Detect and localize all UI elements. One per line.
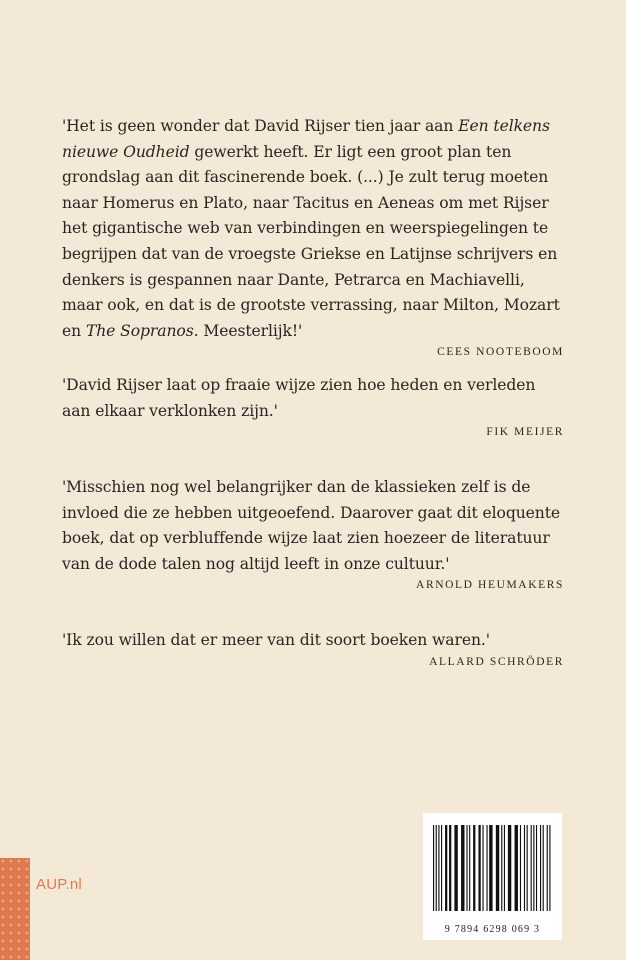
barcode-bar [527,825,528,911]
isbn-number: 9 7894 6298 069 3 [444,924,541,935]
barcode-bar [438,825,439,911]
barcode-bar [549,825,550,911]
quote-text: 'Misschien nog wel belangrijker dan de klassieken zelf is de invloed die ze hebben uitgeoefend. Daarover gaat dit eloquente boek, dat op verbluffende wijze laat zien hoezeer de literatuur van de dode talen nog altijd leeft in onze cultuur.' [62,478,561,573]
barcode-bar [441,825,442,911]
barcode-bar [536,825,537,911]
barcode-bar [486,825,487,911]
quote-author: ARNOLD HEUMAKERS [416,579,564,592]
quote-author: ALLARD SCHRÖDER [429,655,564,668]
quote-text: 'David Rijser laat op fraaie wijze zien hoe heden en verleden aan elkaar verklonken zijn.' [62,376,536,420]
barcode-bar [482,825,483,911]
barcode-bar [473,825,475,911]
barcode-bar [524,825,525,911]
barcode-bar [520,825,521,911]
barcode-bar [489,825,492,911]
publisher-website: AUP.nl [36,876,82,893]
quote-segment: gewerkt heeft. Er ligt een groot plan ten grondslag aan dit fascinerende boek. (...) Je zult terug moeten naar Homerus en Plato, naar Tacitus en Aeneas om met Rijser het gigantische web van verbindingen en weerspiegelingen te begrijpen dat van de vroegste Griekse en Latijnse schrijvers en denkers is gespannen naar Dante, Petrarca en Machiavelli, maar ook, en dat is de grootste verrassing, naar Milton, Mozart en [62,142,560,340]
barcode-bar [540,825,541,911]
quote-text [62,114,568,344]
barcode [423,813,562,940]
barcode-bar [454,825,457,911]
barcode-bar [436,825,437,911]
quote-meijer [62,373,568,438]
barcode-bar [501,825,502,911]
barcode-bar [504,825,505,911]
publisher-side-mark [0,858,30,960]
barcode-bar [478,825,480,911]
book-title-italic: Een telkens nieuwe Oudheid [62,117,550,161]
barcode-bar [461,825,464,911]
barcode-bar [531,825,532,911]
barcode-bars [433,825,552,911]
barcode-bar [547,825,548,911]
barcode-bar [508,825,511,911]
quote-text: 'Ik zou willen dat er meer van dit soort boeken waren.' [62,631,490,649]
barcode-bar [543,825,544,911]
barcode-bar [449,825,451,911]
barcode-bar [445,825,447,911]
barcode-bar [433,825,434,911]
barcode-bar [515,825,518,911]
barcode-bar [496,825,499,911]
quote-author: CEES NOOTEBOOM [437,346,564,359]
quote-schroder [62,628,568,668]
quote-heumakers [62,475,568,591]
quote-segment: 'Het is geen wonder dat David Rijser tien jaar aan [62,117,459,135]
quote-author: FIK MEIJER [486,426,564,439]
quote-segment: . Meesterlijk!' [193,321,303,340]
series-title-italic: The Sopranos [85,321,194,340]
barcode-bar [466,825,467,911]
quote-nooteboom [62,114,568,358]
barcode-bar [533,825,534,911]
barcode-bar [469,825,470,911]
